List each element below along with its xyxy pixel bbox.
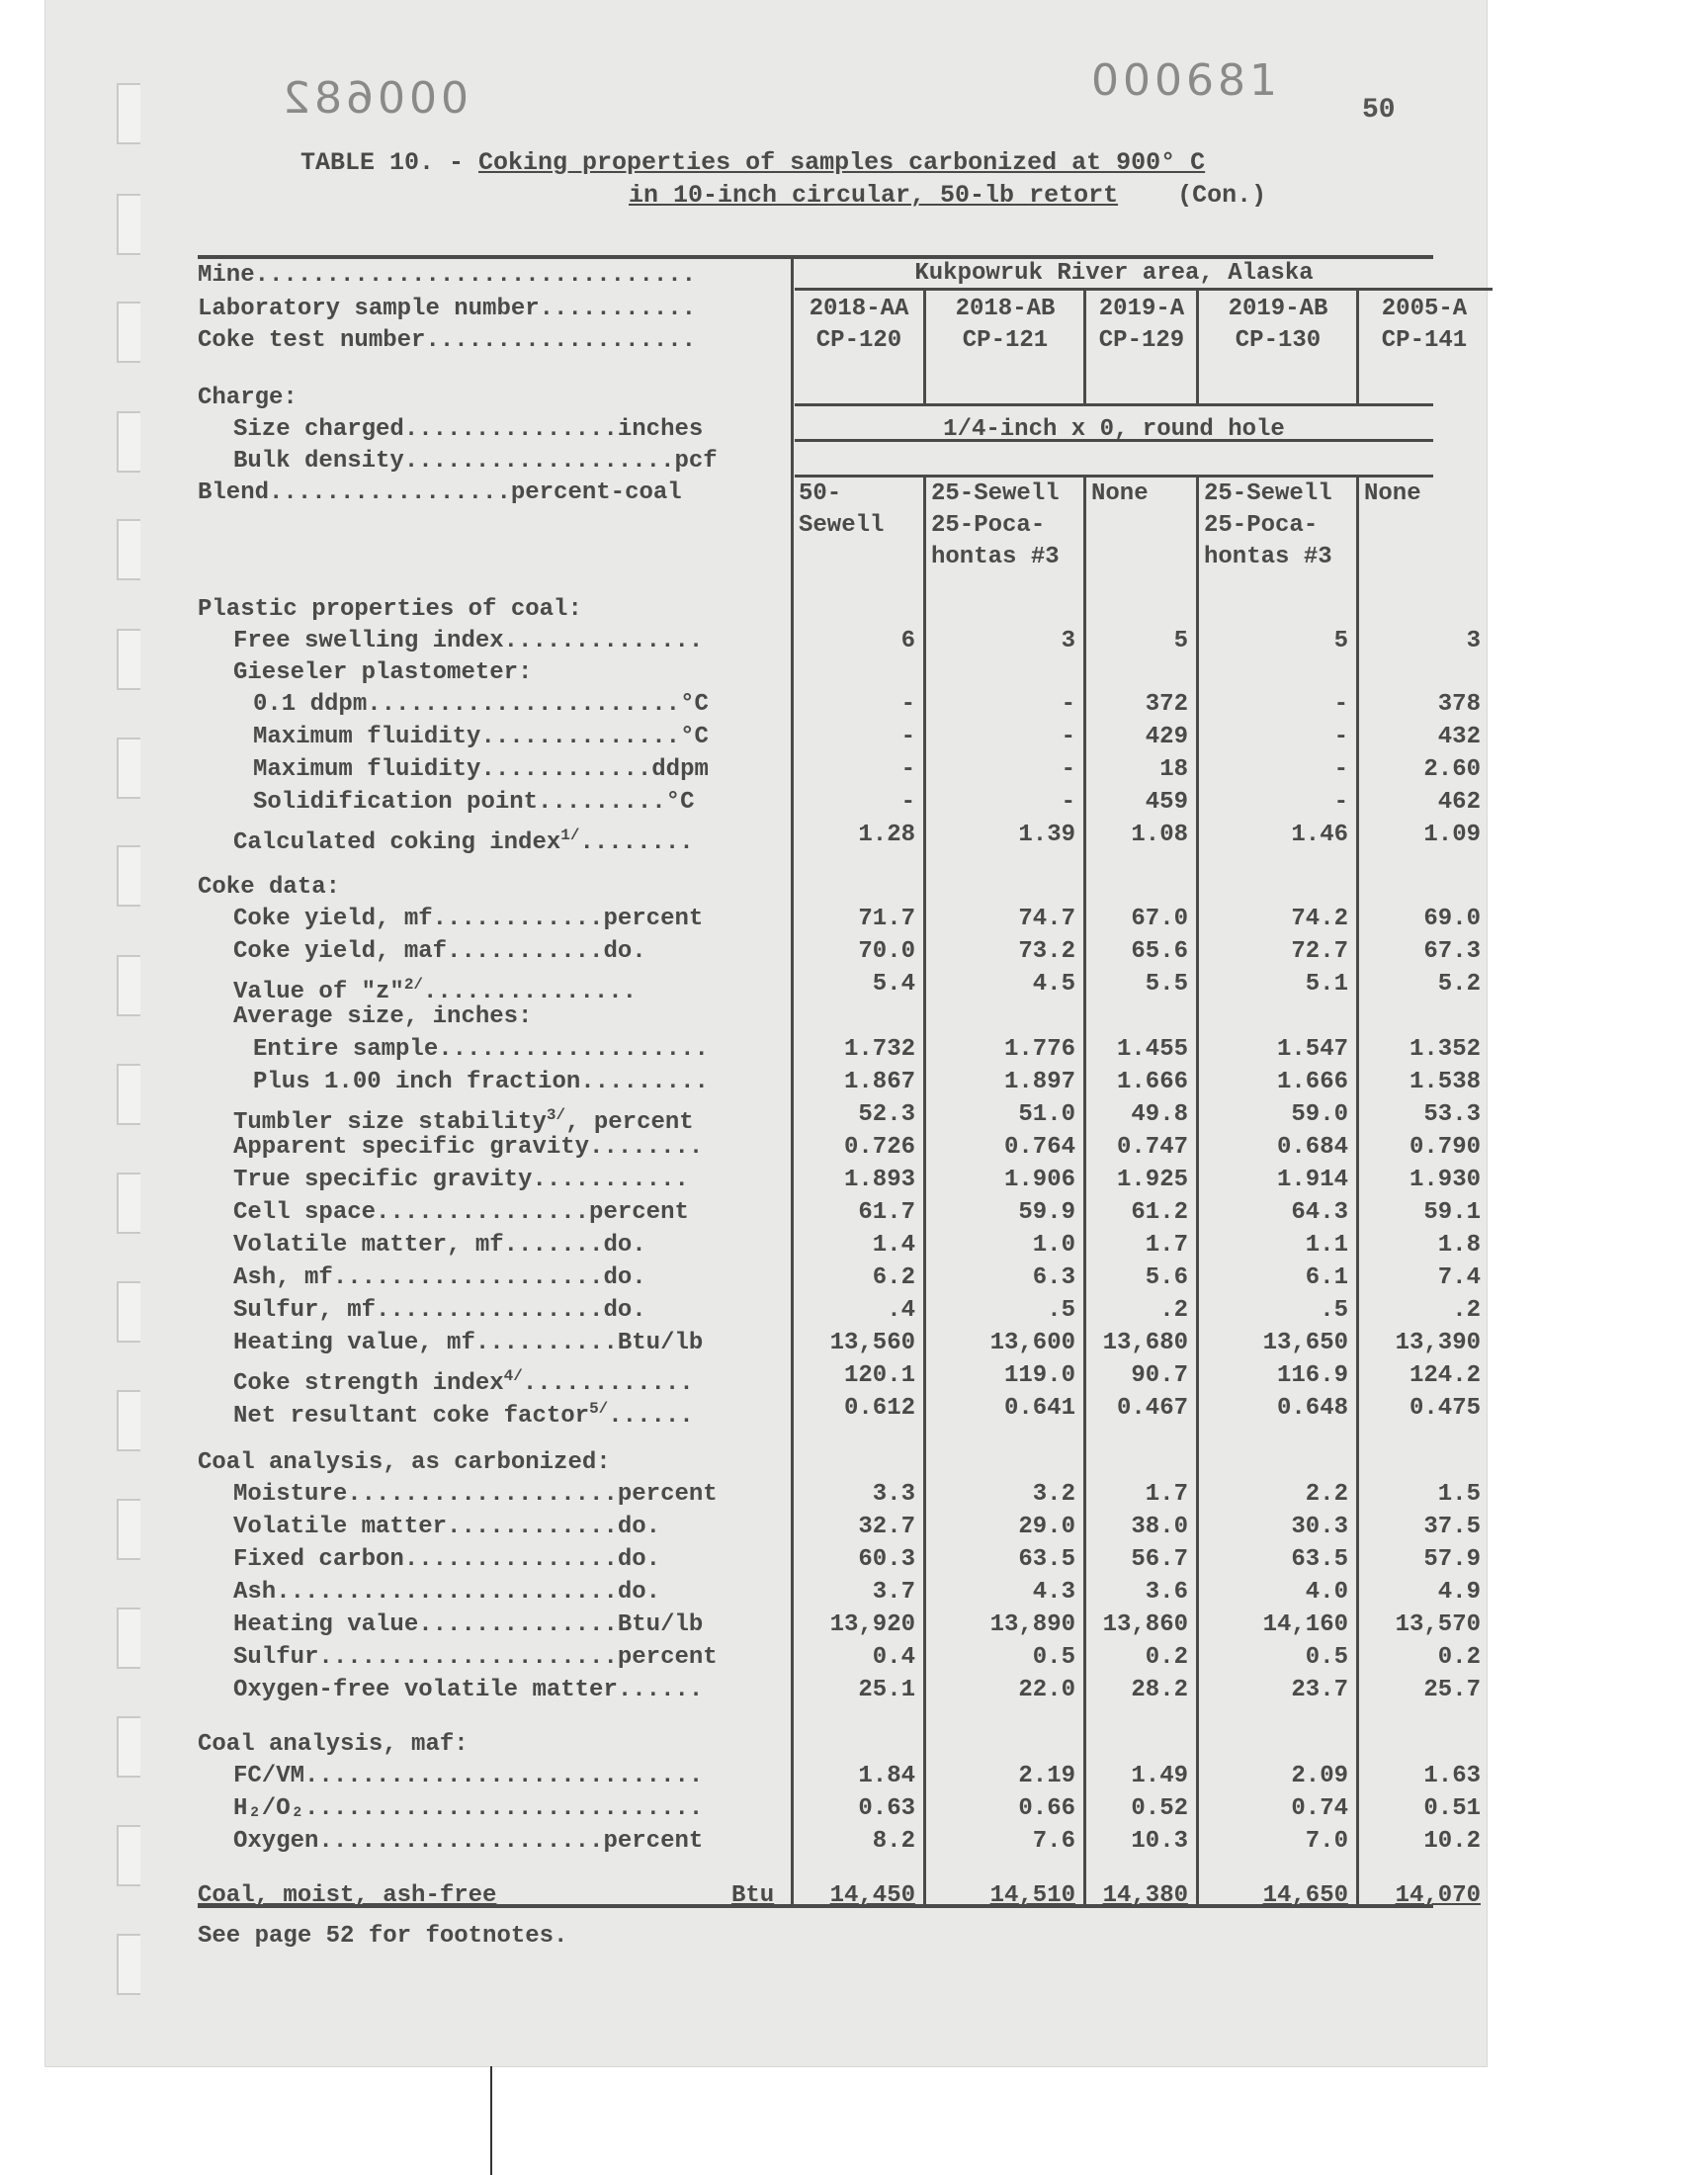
table-cell: 3.6 bbox=[1145, 1579, 1188, 1606]
blend-value: None bbox=[1364, 480, 1421, 507]
table-cell: 1.666 bbox=[1116, 1069, 1188, 1095]
table-cell: 6 bbox=[900, 628, 915, 654]
table-cell: 0.51 bbox=[1423, 1795, 1481, 1822]
table-cell: - bbox=[1061, 789, 1075, 816]
table-cell: 10.3 bbox=[1131, 1828, 1188, 1855]
column-lab-number: 2005-A bbox=[1381, 296, 1468, 322]
table-cell: 13,680 bbox=[1102, 1330, 1188, 1356]
table-cell: 0.52 bbox=[1131, 1795, 1188, 1822]
subheading-gieseler: Gieseler plastometer: bbox=[233, 659, 533, 686]
table-cell: 1.893 bbox=[843, 1167, 915, 1193]
row-label-moist-ash-free: Coal, moist, ash-free bbox=[198, 1882, 497, 1909]
table-cell: 0.790 bbox=[1409, 1134, 1481, 1161]
column-divider bbox=[923, 478, 926, 1906]
row-label: Apparent specific gravity........ bbox=[233, 1134, 704, 1161]
mine-area: Kukpowruk River area, Alaska bbox=[914, 260, 1314, 287]
table-cell: 67.3 bbox=[1423, 938, 1481, 965]
column-lab-number: 2019-AB bbox=[1228, 296, 1328, 322]
table-cell: 13,570 bbox=[1395, 1611, 1481, 1638]
table-cell: 1.897 bbox=[1003, 1069, 1075, 1095]
column-divider bbox=[1356, 478, 1359, 1906]
row-label: Sulfur.....................percent bbox=[233, 1644, 718, 1671]
table-cell: 65.6 bbox=[1131, 938, 1188, 965]
table-cell: 1.776 bbox=[1003, 1036, 1075, 1063]
table-cell: 119.0 bbox=[1003, 1362, 1075, 1389]
row-label: Coke strength index$^{4/}$............ bbox=[233, 1367, 694, 1397]
table-cell: 57.9 bbox=[1423, 1546, 1481, 1573]
row-label: Tumbler size stability$^{3/}$, percent bbox=[233, 1106, 694, 1136]
table-cell: 59.9 bbox=[1018, 1199, 1075, 1226]
table-cell: 51.0 bbox=[1018, 1101, 1075, 1128]
table-cell: 13,650 bbox=[1262, 1330, 1348, 1356]
row-label-lab-sample: Laboratory sample number........... bbox=[198, 296, 697, 322]
table-cell: 13,890 bbox=[989, 1611, 1075, 1638]
table-cell: - bbox=[900, 691, 915, 718]
table-cell: 459 bbox=[1145, 789, 1188, 816]
blend-value: 25-Sewell bbox=[931, 480, 1060, 507]
section-heading-as-carbonized: Coal analysis, as carbonized: bbox=[198, 1449, 611, 1476]
table-cell: - bbox=[1061, 691, 1075, 718]
table-cell: 0.2 bbox=[1437, 1644, 1481, 1671]
table-cell: 462 bbox=[1437, 789, 1481, 816]
table-cell: .4 bbox=[887, 1297, 915, 1324]
table-cell: 73.2 bbox=[1018, 938, 1075, 965]
table-cell: 13,860 bbox=[1102, 1611, 1188, 1638]
size-rule-bottom bbox=[795, 475, 1433, 478]
table-cell: 4.3 bbox=[1032, 1579, 1075, 1606]
table-cell: 0.764 bbox=[1003, 1134, 1075, 1161]
binder-hole bbox=[117, 411, 140, 473]
table-cell: 1.455 bbox=[1116, 1036, 1188, 1063]
row-label: Calculated coking index$^{1/}$........ bbox=[233, 826, 694, 856]
table-cell: 3.7 bbox=[872, 1579, 915, 1606]
row-label-coke-test: Coke test number................... bbox=[198, 327, 697, 354]
section-heading-plastic: Plastic properties of coal: bbox=[198, 596, 582, 623]
column-divider bbox=[1196, 291, 1199, 405]
table-cell: 29.0 bbox=[1018, 1514, 1075, 1540]
table-cell: 0.4 bbox=[872, 1644, 915, 1671]
row-label: Coke yield, maf...........do. bbox=[233, 938, 646, 965]
page-stamp-right: 000681 bbox=[1091, 55, 1281, 106]
column-divider bbox=[791, 255, 794, 1906]
table-cell: 1.84 bbox=[858, 1763, 915, 1789]
row-label: Value of "z"$^{2/}$............... bbox=[233, 976, 638, 1005]
table-cell: 1.7 bbox=[1145, 1481, 1188, 1508]
table-cell: 5.6 bbox=[1145, 1264, 1188, 1291]
table-cell: 3 bbox=[1061, 628, 1075, 654]
row-label-blend: Blend.................percent-coal bbox=[198, 479, 682, 506]
table-cell: 432 bbox=[1437, 724, 1481, 750]
table-cell: 1.63 bbox=[1423, 1763, 1481, 1789]
column-test-number: CP-129 bbox=[1098, 327, 1185, 354]
column-divider bbox=[1083, 478, 1086, 1906]
table-cell: - bbox=[900, 756, 915, 783]
section-heading-coke: Coke data: bbox=[198, 874, 341, 901]
table-cell: 69.0 bbox=[1423, 906, 1481, 932]
row-label: Net resultant coke factor$^{5/}$...... bbox=[233, 1400, 694, 1430]
binder-hole bbox=[117, 1608, 140, 1669]
table-cell: - bbox=[1333, 691, 1348, 718]
table-cell: 1.0 bbox=[1032, 1232, 1075, 1259]
row-label: Fixed carbon...............do. bbox=[233, 1546, 661, 1573]
table-cell: 74.7 bbox=[1018, 906, 1075, 932]
table-cell: - bbox=[1333, 724, 1348, 750]
table-cell: 1.5 bbox=[1437, 1481, 1481, 1508]
table-cell: 6.1 bbox=[1305, 1264, 1348, 1291]
table-cell: 5 bbox=[1173, 628, 1188, 654]
table-cell: 13,920 bbox=[829, 1611, 915, 1638]
table-cell: 63.5 bbox=[1291, 1546, 1348, 1573]
row-label: Cell space...............percent bbox=[233, 1199, 689, 1226]
table-cell: 60.3 bbox=[858, 1546, 915, 1573]
row-label: Oxygen-free volatile matter...... bbox=[233, 1677, 704, 1703]
table-cell: 3.3 bbox=[872, 1481, 915, 1508]
table-cell: 6.3 bbox=[1032, 1264, 1075, 1291]
binder-hole bbox=[117, 519, 140, 580]
blend-value: hontas #3 bbox=[1204, 544, 1332, 570]
binder-hole bbox=[117, 1716, 140, 1778]
table-cell: 1.8 bbox=[1437, 1232, 1481, 1259]
table-cell: 3.2 bbox=[1032, 1481, 1075, 1508]
table-cell: - bbox=[1333, 789, 1348, 816]
table-cell: - bbox=[1061, 724, 1075, 750]
binder-hole bbox=[117, 629, 140, 690]
blend-value: 50- bbox=[799, 480, 842, 507]
table-cell: 0.66 bbox=[1018, 1795, 1075, 1822]
table-cell: 0.475 bbox=[1409, 1395, 1481, 1422]
table-cell: 14,450 bbox=[829, 1882, 915, 1909]
table-title-line2 bbox=[629, 181, 1266, 210]
column-divider bbox=[923, 291, 926, 405]
table-cell: - bbox=[900, 789, 915, 816]
table-cell: .5 bbox=[1320, 1297, 1348, 1324]
row-label: Maximum fluidity............ddpm bbox=[253, 756, 709, 783]
subheading-average-size: Average size, inches: bbox=[233, 1003, 533, 1030]
table-cell: 1.1 bbox=[1305, 1232, 1348, 1259]
binder-hole bbox=[117, 1064, 140, 1125]
binder-hole bbox=[117, 1390, 140, 1451]
table-cell: 1.867 bbox=[843, 1069, 915, 1095]
blend-value: Sewell bbox=[799, 512, 885, 539]
column-test-number: CP-130 bbox=[1235, 327, 1322, 354]
table-cell: 5 bbox=[1333, 628, 1348, 654]
table-cell: 13,600 bbox=[989, 1330, 1075, 1356]
table-cell: 0.747 bbox=[1116, 1134, 1188, 1161]
table-cell: 2.19 bbox=[1018, 1763, 1075, 1789]
row-label: Heating value..............Btu/lb bbox=[233, 1611, 704, 1638]
table-cell: 2.60 bbox=[1423, 756, 1481, 783]
column-divider bbox=[1196, 478, 1199, 1906]
table-cell: 1.925 bbox=[1116, 1167, 1188, 1193]
table-cell: 14,380 bbox=[1102, 1882, 1188, 1909]
table-cell: 1.666 bbox=[1276, 1069, 1348, 1095]
table-cell: 37.5 bbox=[1423, 1514, 1481, 1540]
table-cell: 13,390 bbox=[1395, 1330, 1481, 1356]
row-unit-btu: Btu bbox=[731, 1882, 775, 1909]
table-cell: 1.28 bbox=[858, 822, 915, 848]
row-label: Free swelling index.............. bbox=[233, 628, 704, 654]
binder-hole bbox=[117, 1825, 140, 1886]
table-cell: 0.684 bbox=[1276, 1134, 1348, 1161]
page-stamp-left: 000682 bbox=[279, 73, 469, 124]
header-bottom-rule bbox=[795, 403, 1433, 406]
table-cell: 429 bbox=[1145, 724, 1188, 750]
table-cell: 7.0 bbox=[1305, 1828, 1348, 1855]
row-label-mine: Mine............................... bbox=[198, 262, 697, 289]
table-cell: 32.7 bbox=[858, 1514, 915, 1540]
table-cell: 14,510 bbox=[989, 1882, 1075, 1909]
row-label-bulk-density: Bulk density...................pcf bbox=[233, 448, 718, 475]
row-label: Coke yield, mf............percent bbox=[233, 906, 704, 932]
table-cell: 4.9 bbox=[1437, 1579, 1481, 1606]
table-cell: 10.2 bbox=[1423, 1828, 1481, 1855]
table-cell: 30.3 bbox=[1291, 1514, 1348, 1540]
table-cell: 63.5 bbox=[1018, 1546, 1075, 1573]
table-cell: 6.2 bbox=[872, 1264, 915, 1291]
table-cell: 25.1 bbox=[858, 1677, 915, 1703]
page-number: 50 bbox=[1362, 95, 1396, 126]
table-cell: 59.0 bbox=[1291, 1101, 1348, 1128]
size-charged-value: 1/4-inch x 0, round hole bbox=[943, 416, 1285, 443]
table-cell: .5 bbox=[1047, 1297, 1075, 1324]
table-title-continued: (Con.) bbox=[1177, 181, 1267, 210]
table-cell: 13,560 bbox=[829, 1330, 915, 1356]
binder-hole bbox=[117, 955, 140, 1016]
row-label: Heating value, mf..........Btu/lb bbox=[233, 1330, 704, 1356]
row-label: Oxygen....................percent bbox=[233, 1828, 704, 1855]
row-label: Solidification point.........°C bbox=[253, 789, 695, 816]
table-cell: 64.3 bbox=[1291, 1199, 1348, 1226]
column-test-number: CP-141 bbox=[1381, 327, 1468, 354]
blend-value: None bbox=[1091, 480, 1149, 507]
row-label: Plus 1.00 inch fraction......... bbox=[253, 1069, 709, 1095]
binder-hole bbox=[117, 738, 140, 799]
row-label: FC/VM............................ bbox=[233, 1763, 704, 1789]
footnote: See page 52 for footnotes. bbox=[198, 1923, 568, 1950]
table-cell: 90.7 bbox=[1131, 1362, 1188, 1389]
section-heading-maf: Coal analysis, maf: bbox=[198, 1731, 469, 1758]
table-cell: 4.0 bbox=[1305, 1579, 1348, 1606]
table-cell: 53.3 bbox=[1423, 1101, 1481, 1128]
table-cell: 74.2 bbox=[1291, 906, 1348, 932]
table-cell: 1.538 bbox=[1409, 1069, 1481, 1095]
table-cell: 71.7 bbox=[858, 906, 915, 932]
column-lab-number: 2018-AA bbox=[809, 296, 909, 322]
table-cell: 25.7 bbox=[1423, 1677, 1481, 1703]
blend-value: 25-Poca- bbox=[1204, 512, 1319, 539]
table-cell: - bbox=[900, 724, 915, 750]
table-cell: 5.4 bbox=[872, 971, 915, 998]
table-cell: 1.08 bbox=[1131, 822, 1188, 848]
binder-hole bbox=[117, 194, 140, 255]
table-cell: .2 bbox=[1159, 1297, 1188, 1324]
row-label: 0.1 ddpm......................°C bbox=[253, 691, 709, 718]
table-cell: 7.6 bbox=[1032, 1828, 1075, 1855]
table-cell: 1.46 bbox=[1291, 822, 1348, 848]
table-cell: 2.2 bbox=[1305, 1481, 1348, 1508]
table-cell: 28.2 bbox=[1131, 1677, 1188, 1703]
table-cell: 0.63 bbox=[858, 1795, 915, 1822]
row-label: True specific gravity........... bbox=[233, 1167, 689, 1193]
row-label: Ash, mf...................do. bbox=[233, 1264, 646, 1291]
page-edge-mark bbox=[490, 2066, 492, 2175]
table-cell: 61.2 bbox=[1131, 1199, 1188, 1226]
row-label: Entire sample................... bbox=[253, 1036, 709, 1063]
table-title-line1 bbox=[300, 148, 1205, 177]
table-cell: 0.648 bbox=[1276, 1395, 1348, 1422]
table-cell: 52.3 bbox=[858, 1101, 915, 1128]
row-label: Volatile matter............do. bbox=[233, 1514, 661, 1540]
table-cell: 1.4 bbox=[872, 1232, 915, 1259]
blend-value: hontas #3 bbox=[931, 544, 1060, 570]
row-label: Maximum fluidity..............°C bbox=[253, 724, 709, 750]
table-cell: 378 bbox=[1437, 691, 1481, 718]
row-label-size-charged: Size charged...............inches bbox=[233, 416, 704, 443]
table-cell: 0.5 bbox=[1305, 1644, 1348, 1671]
table-cell: 1.09 bbox=[1423, 822, 1481, 848]
table-cell: 1.7 bbox=[1145, 1232, 1188, 1259]
table-cell: - bbox=[1061, 756, 1075, 783]
table-cell: 1.732 bbox=[843, 1036, 915, 1063]
table-cell: 61.7 bbox=[858, 1199, 915, 1226]
table-cell: 59.1 bbox=[1423, 1199, 1481, 1226]
table-cell: 0.2 bbox=[1145, 1644, 1188, 1671]
table-cell: 1.914 bbox=[1276, 1167, 1348, 1193]
table-cell: 0.612 bbox=[843, 1395, 915, 1422]
column-test-number: CP-120 bbox=[815, 327, 902, 354]
blend-value: 25-Sewell bbox=[1204, 480, 1332, 507]
table-cell: 120.1 bbox=[843, 1362, 915, 1389]
table-cell: 38.0 bbox=[1131, 1514, 1188, 1540]
table-cell: 1.352 bbox=[1409, 1036, 1481, 1063]
table-cell: 372 bbox=[1145, 691, 1188, 718]
row-label: Sulfur, mf................do. bbox=[233, 1297, 646, 1324]
table-cell: 1.547 bbox=[1276, 1036, 1348, 1063]
table-cell: 67.0 bbox=[1131, 906, 1188, 932]
table-cell: 0.5 bbox=[1032, 1644, 1075, 1671]
table-cell: 14,650 bbox=[1262, 1882, 1348, 1909]
table-title-text: Coking properties of samples carbonized at 900° C bbox=[478, 148, 1206, 177]
column-lab-number: 2018-AB bbox=[955, 296, 1056, 322]
table-cell: 56.7 bbox=[1131, 1546, 1188, 1573]
binder-hole bbox=[117, 845, 140, 907]
table-cell: 1.49 bbox=[1131, 1763, 1188, 1789]
table-title-prefix: TABLE 10. - bbox=[300, 148, 479, 177]
table-cell: 7.4 bbox=[1437, 1264, 1481, 1291]
table-cell: 1.930 bbox=[1409, 1167, 1481, 1193]
table-cell: 0.641 bbox=[1003, 1395, 1075, 1422]
blend-value: 25-Poca- bbox=[931, 512, 1046, 539]
row-label: H₂/O₂............................ bbox=[233, 1795, 704, 1822]
binder-hole bbox=[117, 302, 140, 363]
table-cell: 23.7 bbox=[1291, 1677, 1348, 1703]
table-cell: 72.7 bbox=[1291, 938, 1348, 965]
table-cell: 14,070 bbox=[1395, 1882, 1481, 1909]
table-cell: .2 bbox=[1452, 1297, 1481, 1324]
table-cell: 3 bbox=[1466, 628, 1481, 654]
table-cell: 5.5 bbox=[1145, 971, 1188, 998]
section-heading-charge: Charge: bbox=[198, 385, 298, 411]
binder-hole bbox=[117, 1173, 140, 1234]
table-cell: 49.8 bbox=[1131, 1101, 1188, 1128]
table-cell: 124.2 bbox=[1409, 1362, 1481, 1389]
row-label: Volatile matter, mf.......do. bbox=[233, 1232, 646, 1259]
column-lab-number: 2019-A bbox=[1098, 296, 1185, 322]
coking-properties-table bbox=[198, 255, 1483, 1950]
column-divider bbox=[1083, 291, 1086, 405]
table-cell: 0.467 bbox=[1116, 1395, 1188, 1422]
binder-hole bbox=[117, 1281, 140, 1343]
column-divider bbox=[1356, 291, 1359, 405]
table-cell: 0.74 bbox=[1291, 1795, 1348, 1822]
column-test-number: CP-121 bbox=[962, 327, 1049, 354]
table-cell: 1.906 bbox=[1003, 1167, 1075, 1193]
table-cell: 14,160 bbox=[1262, 1611, 1348, 1638]
table-cell: 8.2 bbox=[872, 1828, 915, 1855]
table-cell: 4.5 bbox=[1032, 971, 1075, 998]
row-label: Moisture...................percent bbox=[233, 1481, 718, 1508]
binder-hole bbox=[117, 83, 140, 144]
row-label: Ash........................do. bbox=[233, 1579, 661, 1606]
table-cell: 2.09 bbox=[1291, 1763, 1348, 1789]
binder-hole bbox=[117, 1499, 140, 1560]
table-cell: 18 bbox=[1159, 756, 1188, 783]
table-cell: 22.0 bbox=[1018, 1677, 1075, 1703]
binder-hole bbox=[117, 1934, 140, 1995]
table-cell: 1.39 bbox=[1018, 822, 1075, 848]
table-cell: - bbox=[1333, 756, 1348, 783]
table-title-text-2: in 10-inch circular, 50-lb retort bbox=[629, 181, 1119, 210]
table-cell: 5.2 bbox=[1437, 971, 1481, 998]
table-cell: 5.1 bbox=[1305, 971, 1348, 998]
table-cell: 116.9 bbox=[1276, 1362, 1348, 1389]
table-cell: 70.0 bbox=[858, 938, 915, 965]
table-cell: 0.726 bbox=[843, 1134, 915, 1161]
